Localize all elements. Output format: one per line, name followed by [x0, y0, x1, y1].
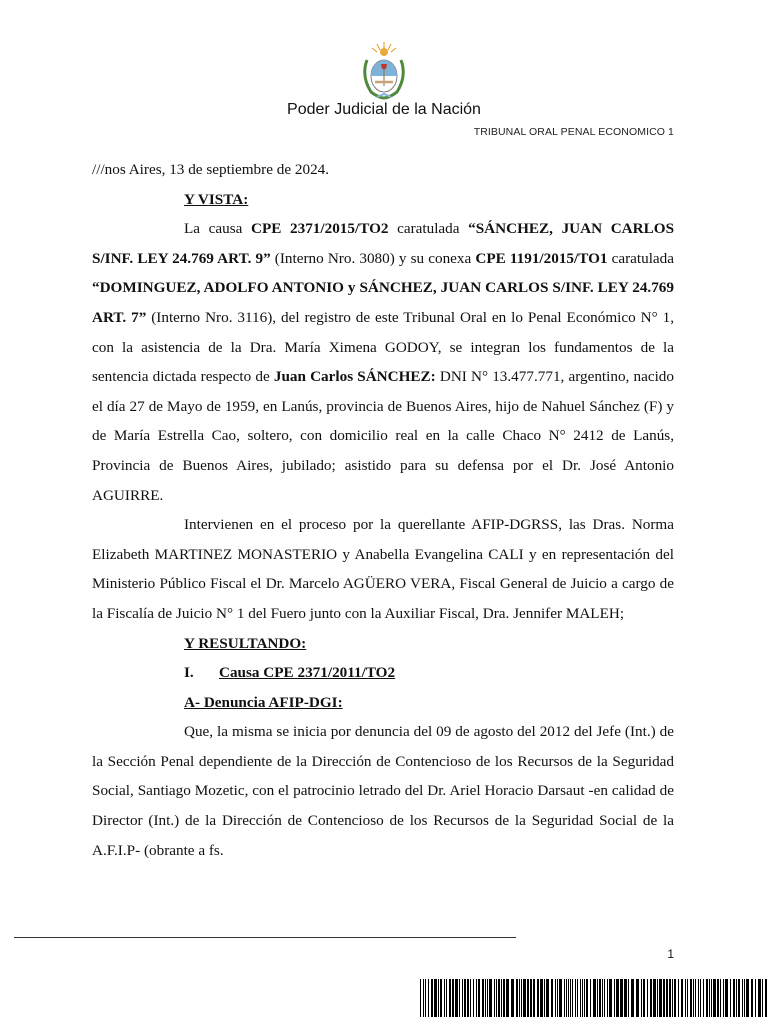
section-heading	[92, 658, 674, 688]
barcode-icon	[420, 979, 768, 1017]
subsection-heading: A- Denuncia AFIP-DGI:	[184, 693, 343, 711]
case-number: CPE 2371/2015/TO2	[251, 220, 389, 238]
case-title: “SÁNCHEZ, JUAN CARLOS S/INF. LEY 24.769 ART. 9”	[92, 220, 675, 267]
text-run: (Interno Nro. 3116), del registro de este Tribunal Oral en lo Penal Económico N° 1, con la asistencia de la Dra. María Ximena GODOY, se integran los fundamentos de la sentencia dictada respecto de	[92, 308, 674, 386]
court-name: Poder Judicial de la Nación	[287, 101, 481, 118]
defendant-name: Juan Carlos SÁNCHEZ:	[273, 368, 436, 386]
paragraph-denuncia: Que, la misma se inicia por denuncia del 09 de agosto del 2012 del Jefe (Int.) de la Sección Penal dependiente de la Dirección de Contencioso de los Recursos de la Seguridad Social, Santiago Mozetic, con el patrocinio letrado del Dr. Ariel Horacio Darsaut -en calidad de Director (Int.) de la Dirección de Contencioso de los Recursos de la Seguridad Social de la A.F.I.P- (obrante a fs.	[92, 723, 674, 859]
text-run: DNI N° 13.477.771, argentino, nacido el día 27 de Mayo de 1959, en Lanús, provincia de Buenos Aires, hijo de Nahuel Sánchez (F) y de María Estrella Cao, soltero, con domicilio real en la calle Chaco N° 2412 de Lanús, Provincia de Buenos Aires, jubilado; asistido para su defensa por el Dr. José Antonio AGUIRRE.	[92, 368, 674, 504]
tribunal-name: TRIBUNAL ORAL PENAL ECONOMICO 1	[473, 126, 674, 138]
case-title: “DOMINGUEZ, ADOLFO ANTONIO y SÁNCHEZ, JUAN CARLOS S/INF. LEY 24.769 ART. 7”	[92, 279, 674, 326]
date-line: ///nos Aires, 13 de septiembre de 2024.	[92, 161, 330, 178]
resultando-heading: Y RESULTANDO:	[184, 634, 307, 652]
argentine-coat-of-arms-icon	[359, 40, 409, 102]
footer-divider	[14, 937, 516, 938]
paragraph-vista	[92, 214, 674, 510]
case-number: CPE 1191/2015/TO1	[475, 249, 608, 267]
text-run: caratulada	[607, 249, 675, 267]
text-run: La causa	[184, 220, 252, 238]
page-number: 1	[667, 947, 674, 961]
text-run: (Interno Nro. 3080) y su conexa	[270, 249, 476, 267]
section-number: I.	[184, 664, 194, 682]
text-run: caratulada	[388, 220, 469, 238]
section-title: Causa CPE 2371/2011/TO2	[219, 664, 396, 682]
paragraph-intervienen: Intervienen en el proceso por la querellante AFIP-DGRSS, las Dras. Norma Elizabeth MARTINEZ MONASTERIO y Anabella Evangelina CALI y en representación del Ministerio Público Fiscal el Dr. Marcelo AGÜERO VERA, Fiscal General de Juicio a cargo de la Fiscalía de Juicio N° 1 del Fuero junto con la Auxiliar Fiscal, Dra. Jennifer MALEH;	[92, 516, 674, 622]
vista-heading: Y VISTA:	[184, 190, 249, 208]
document-body	[92, 155, 674, 865]
